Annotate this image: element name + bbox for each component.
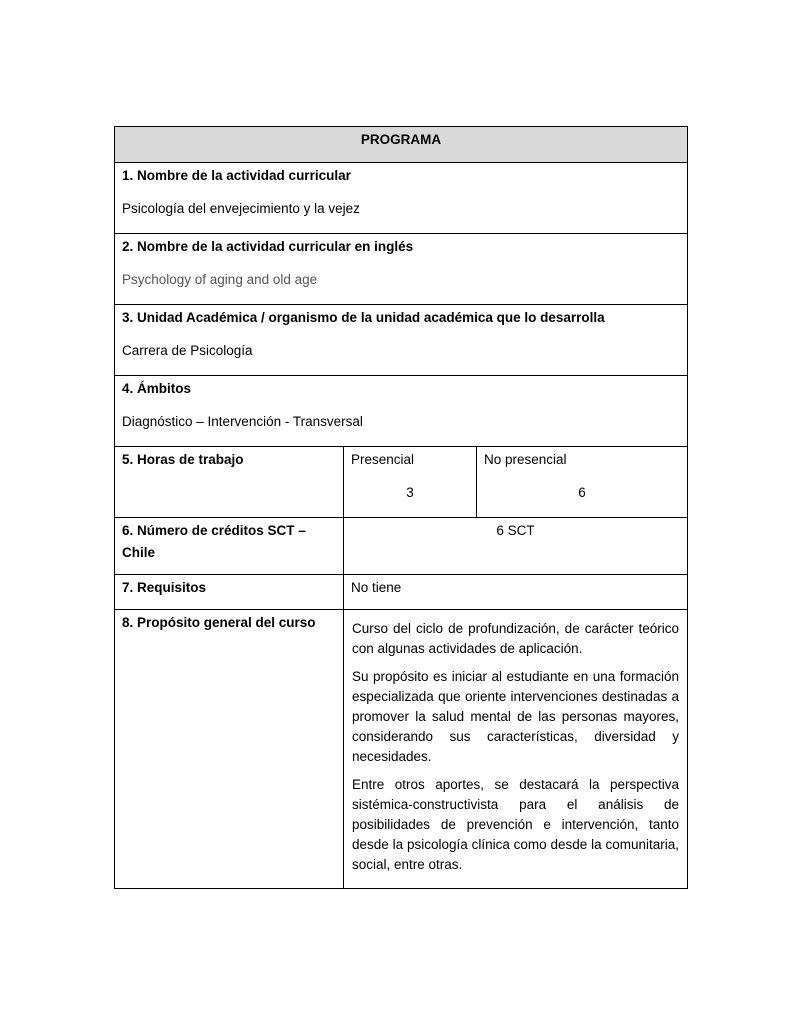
section-3-value: Carrera de Psicología bbox=[122, 343, 253, 358]
presencial-value: 3 bbox=[406, 485, 414, 500]
section-purpose-label-cell bbox=[115, 610, 344, 889]
purpose-paragraph: Curso del ciclo de profundización, de carácter teórico con algunas actividades de aplicación. bbox=[352, 621, 680, 656]
purpose-paragraph: Su propósito es iniciar al estudiante en una formación especializada que oriente intervenciones destinadas a promover la salud mental de las personas mayores, considerando sus características, diversidad y necesidades. bbox=[352, 669, 680, 764]
section-7-value: No tiene bbox=[351, 580, 402, 595]
section-4-label: 4. Ámbitos bbox=[122, 381, 192, 396]
section-1-label: 1. Nombre de la actividad curricular bbox=[122, 168, 351, 183]
section-5-label: 5. Horas de trabajo bbox=[122, 452, 244, 467]
section-purpose-value-cell bbox=[344, 610, 688, 889]
section-2-label: 2. Nombre de la actividad curricular en inglés bbox=[122, 239, 414, 254]
section-work-hours-label-cell bbox=[115, 447, 344, 518]
section-activity-name bbox=[115, 163, 688, 234]
presencial-cell bbox=[344, 447, 477, 518]
section-3-label: 3. Unidad Académica / organismo de la unidad académica que lo desarrolla bbox=[122, 310, 605, 325]
section-1-value: Psicología del envejecimiento y la vejez bbox=[122, 201, 360, 216]
section-scopes bbox=[115, 376, 688, 447]
no-presencial-label: No presencial bbox=[484, 452, 567, 467]
section-requirements-value-cell bbox=[344, 575, 688, 610]
section-4-value: Diagnóstico – Intervención - Transversal bbox=[122, 414, 363, 429]
no-presencial-value: 6 bbox=[578, 485, 586, 500]
section-2-value: Psychology of aging and old age bbox=[122, 272, 318, 287]
purpose-paragraph: Entre otros aportes, se destacará la perspectiva sistémica-constructivista para el análisis de posibilidades de prevención e intervención, tanto desde la psicología clínica como desde la comunitaria, social, entre otras. bbox=[352, 777, 680, 872]
section-6-value: 6 SCT bbox=[496, 523, 535, 538]
program-table bbox=[114, 126, 688, 889]
section-activity-name-english bbox=[115, 234, 688, 305]
section-requirements-label-cell bbox=[115, 575, 344, 610]
section-credits-label-cell bbox=[115, 518, 344, 575]
section-7-label: 7. Requisitos bbox=[122, 580, 207, 595]
no-presencial-cell bbox=[477, 447, 688, 518]
program-header bbox=[115, 127, 688, 163]
section-credits-value-cell bbox=[344, 518, 688, 575]
presencial-label: Presencial bbox=[351, 452, 415, 467]
section-academic-unit bbox=[115, 305, 688, 376]
section-8-label: 8. Propósito general del curso bbox=[122, 615, 316, 630]
program-title: PROGRAMA bbox=[360, 132, 442, 147]
section-6-label: 6. Número de créditos SCT – Chile bbox=[122, 523, 306, 560]
